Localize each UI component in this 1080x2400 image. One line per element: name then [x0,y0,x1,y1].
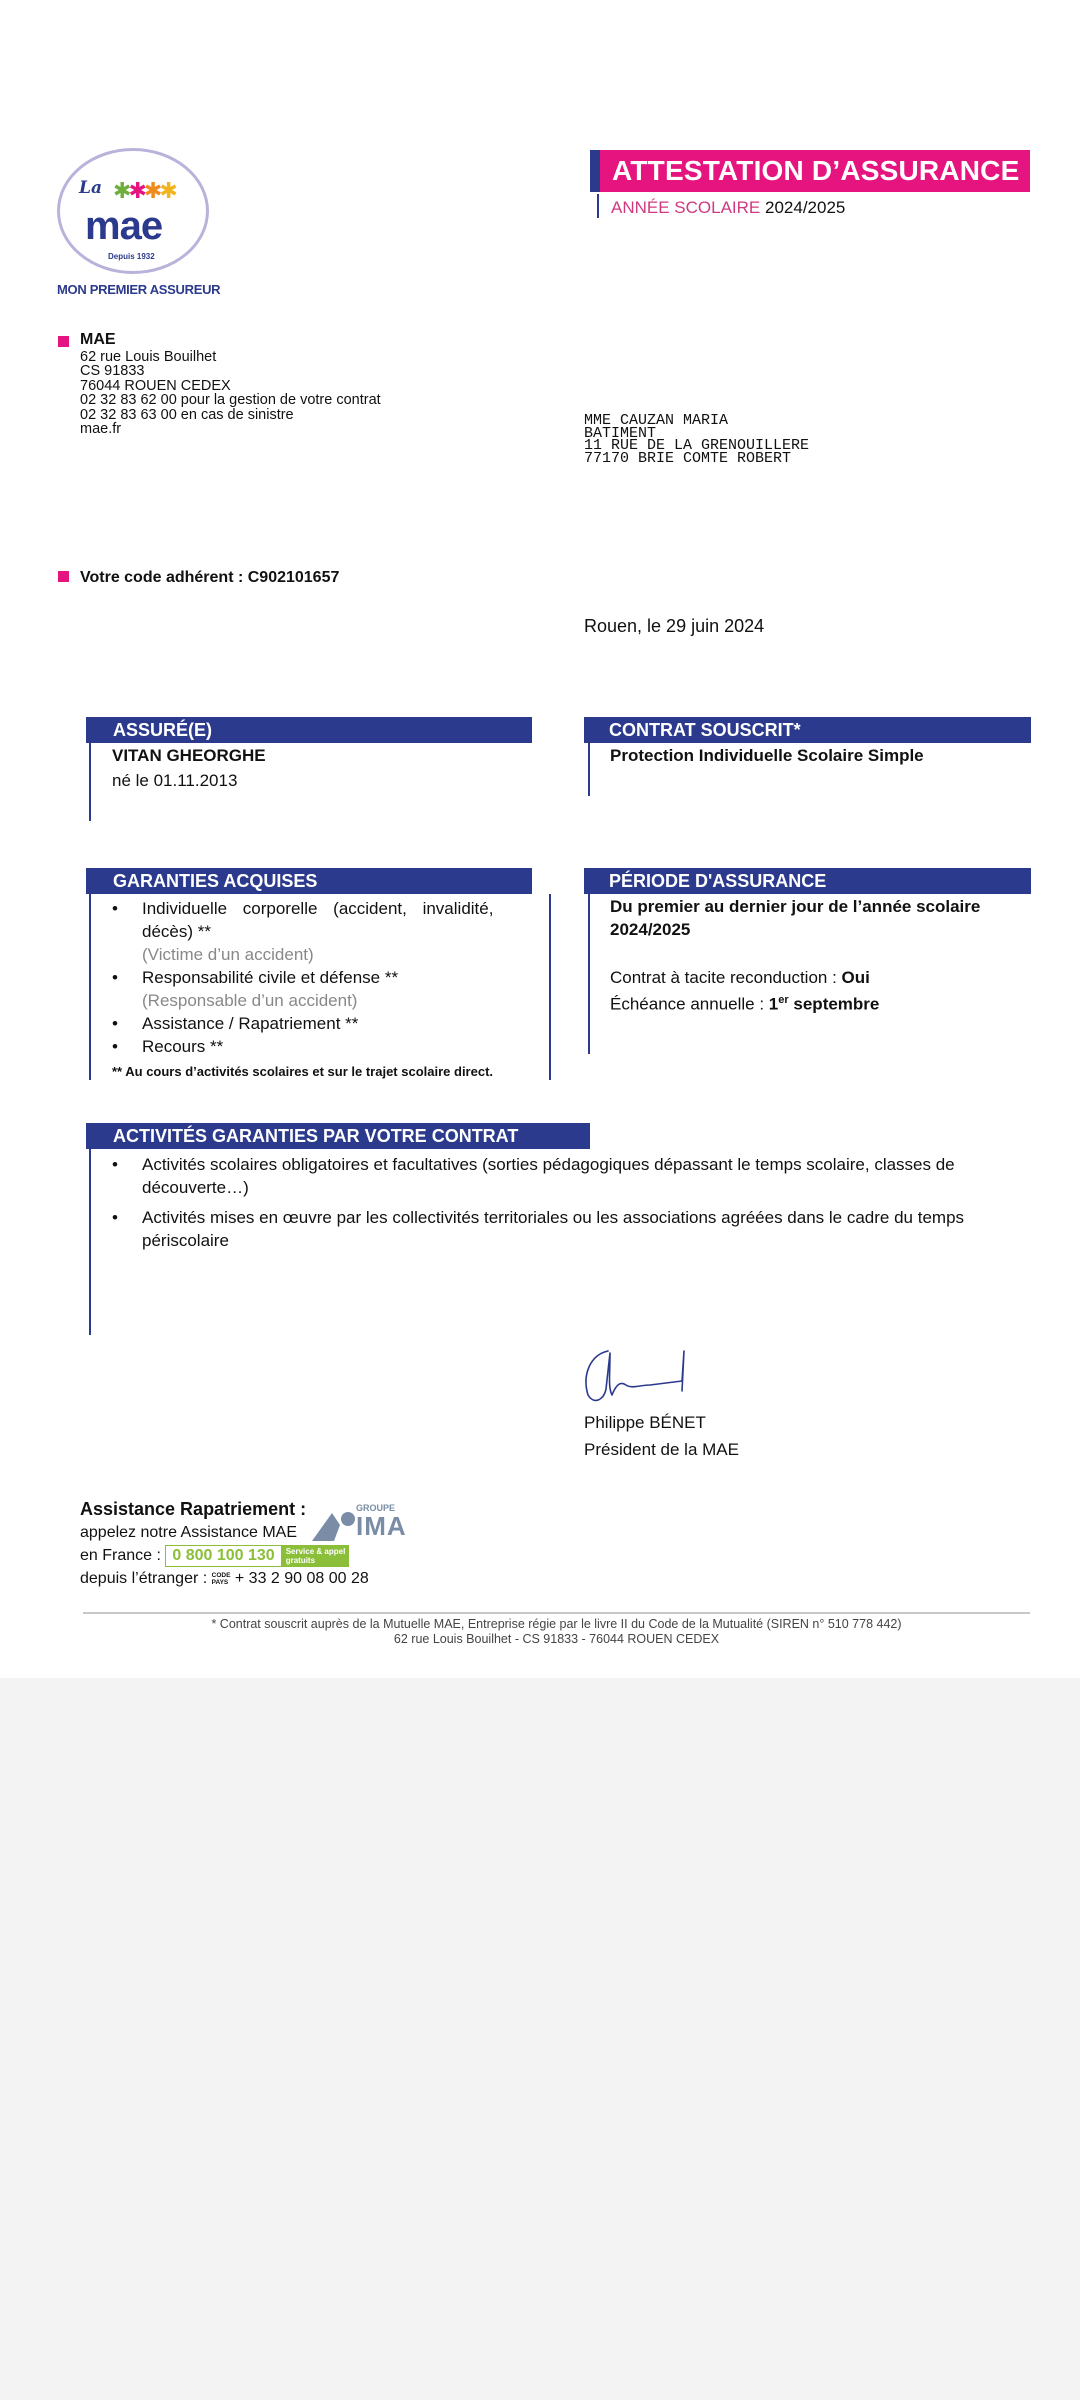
logo-la: La [79,178,102,198]
sender-line: 02 32 83 63 00 en cas de sinistre [80,406,294,423]
echeance-sup: er [778,994,789,1006]
echeance-day: 1 [768,994,779,1014]
code-pays-2: PAYS [211,1578,229,1586]
bullet-square-icon [58,336,69,347]
activite-2-line1: • Activités mises en œuvre par les collectivités territoriales ou les associations agréées dans le cadre du temps [142,1208,965,1227]
contract-name: Protection Individuelle Scolaire Simple [610,746,924,765]
list-item [112,897,550,966]
section-bar [588,894,590,1054]
activite-2-line2: périscolaire [142,1231,229,1250]
assistance-title: Assistance Rapatriement : [80,1499,307,1519]
free-call-line1: Service & appel [285,1546,346,1556]
france-label: en France : [80,1547,166,1564]
assistance-line: appelez notre Assistance MAE [80,1524,298,1541]
assistance-france [80,1544,369,1567]
abroad-label: depuis l’étranger : [80,1570,212,1587]
document-title-banner [590,150,1030,192]
sender-website: mae.fr [80,421,122,437]
code-pays-1: CODE [211,1571,231,1579]
echeance-month: septembre [788,994,880,1014]
recipient-address [584,412,810,467]
sender-line: 76044 ROUEN CEDEX [80,377,231,394]
sender-line: 62 rue Louis Bouilhet [80,348,217,365]
section-bar [89,1149,91,1335]
ima-mark-icon [310,1507,356,1543]
activite-1-line1: • Activités scolaires obligatoires et facultatives (sorties pédagogiques dépassant le temps scolaire, classes de [142,1155,955,1174]
list-item: • Assistance / Rapatriement ** [112,1012,550,1035]
footer [83,1617,1030,1647]
letter-date: Rouen, le 29 juin 2024 [584,616,765,636]
list-item [112,1153,1032,1199]
handwritten-signature [580,1345,690,1410]
ima-logo [310,1503,422,1543]
tacite-value: Oui [841,968,870,987]
assistance-abroad [80,1567,369,1590]
tacite-label: Contrat à tacite reconduction : [610,968,842,987]
school-year-value: 2024/2025 [765,198,846,217]
section-bar [89,894,91,1080]
abroad-phone[interactable]: + 33 2 90 08 00 28 [234,1570,369,1587]
sender-block [80,333,381,437]
address-line: MME CAUZAN MARIA [584,412,729,429]
section-header-activites: ACTIVITÉS GARANTIES PAR VOTRE CONTRAT [86,1123,590,1149]
france-phone[interactable]: 0 800 100 130 [165,1545,281,1567]
garantie-1-text: • Individuelle corporelle (accident, invalidité, [142,899,494,918]
section-header-periode: PÉRIODE D'ASSURANCE [584,868,1031,894]
bullet-square-icon [58,571,69,582]
activite-1-line2: découverte…) [142,1178,249,1197]
member-code: Votre code adhérent : C902101657 [80,569,340,586]
insured-birth: né le 01.11.2013 [112,771,238,790]
logo-depuis: Depuis 1932 [108,252,155,261]
school-year-label: ANNÉE SCOLAIRE [611,198,761,217]
footer-line: * Contrat souscrit auprès de la Mutuelle MAE, Entreprise régie par le livre II du Code de la Mutualité (SIREN n° 510 778 442) [211,1617,902,1631]
document-title: ATTESTATION D’ASSURANCE [612,155,1020,186]
footer-line: 62 rue Louis Bouilhet - CS 91833 - 76044 ROUEN CEDEX [393,1632,720,1646]
section-header-contrat: CONTRAT SOUSCRIT* [584,717,1031,743]
echeance-line [610,994,879,1015]
logo-figures-icon: ✱✱✱✱ [113,178,175,203]
list-item [112,966,550,1012]
address-line: 11 RUE DE LA GRENOUILLERE [584,437,810,454]
logo-wordmark: mae [85,204,163,248]
garantie-2-sub: (Responsable d’un accident) [142,991,358,1010]
garantie-1-line2: décès) ** [142,922,211,941]
activites-list [112,1153,1032,1252]
logo-tagline: MON PREMIER ASSUREUR [57,282,221,297]
ima-groupe: GROUPE [356,1503,396,1513]
signatory-role: Président de la MAE [584,1440,739,1459]
title-edge [590,150,600,192]
tacite-line [610,968,870,988]
sender-name: MAE [80,331,116,348]
mae-logo [55,148,221,298]
insured-name: VITAN GHEORGHE [112,746,266,765]
period-line1: Du premier au dernier jour de l’année scolaire [610,897,981,916]
footer-divider [83,1612,1030,1614]
address-line: BATIMENT [584,424,657,442]
section-bar [89,743,91,821]
address-line: 77170 BRIE COMTE ROBERT [584,449,792,467]
garantie-2-text: • Responsabilité civile et défense ** [142,968,399,987]
ima-name: IMA [356,1511,407,1541]
free-call-badge [282,1545,350,1567]
year-divider [597,194,599,218]
section-header-garanties: GARANTIES ACQUISES [86,868,532,894]
period-line2: 2024/2025 [610,920,691,939]
garanties-note: ** Au cours d’activités scolaires et sur le trajet scolaire direct. [112,1064,494,1079]
section-header-assure: ASSURÉ(E) [86,717,532,743]
garantie-1-sub: (Victime d’un accident) [142,945,314,964]
garanties-list [112,897,550,1058]
section-bar [588,743,590,796]
free-call-line2: gratuits [285,1555,316,1565]
signatory-name: Philippe BÉNET [584,1413,706,1432]
sender-line: 02 32 83 62 00 pour la gestion de votre contrat [80,392,381,408]
list-item [112,1206,1032,1252]
code-pays [212,1572,231,1586]
school-year [611,198,845,218]
sender-line: CS 91833 [80,363,145,379]
echeance-label: Échéance annuelle : [610,994,769,1014]
garantie-1-line1 [142,897,550,920]
list-item: • Recours ** [112,1035,550,1058]
